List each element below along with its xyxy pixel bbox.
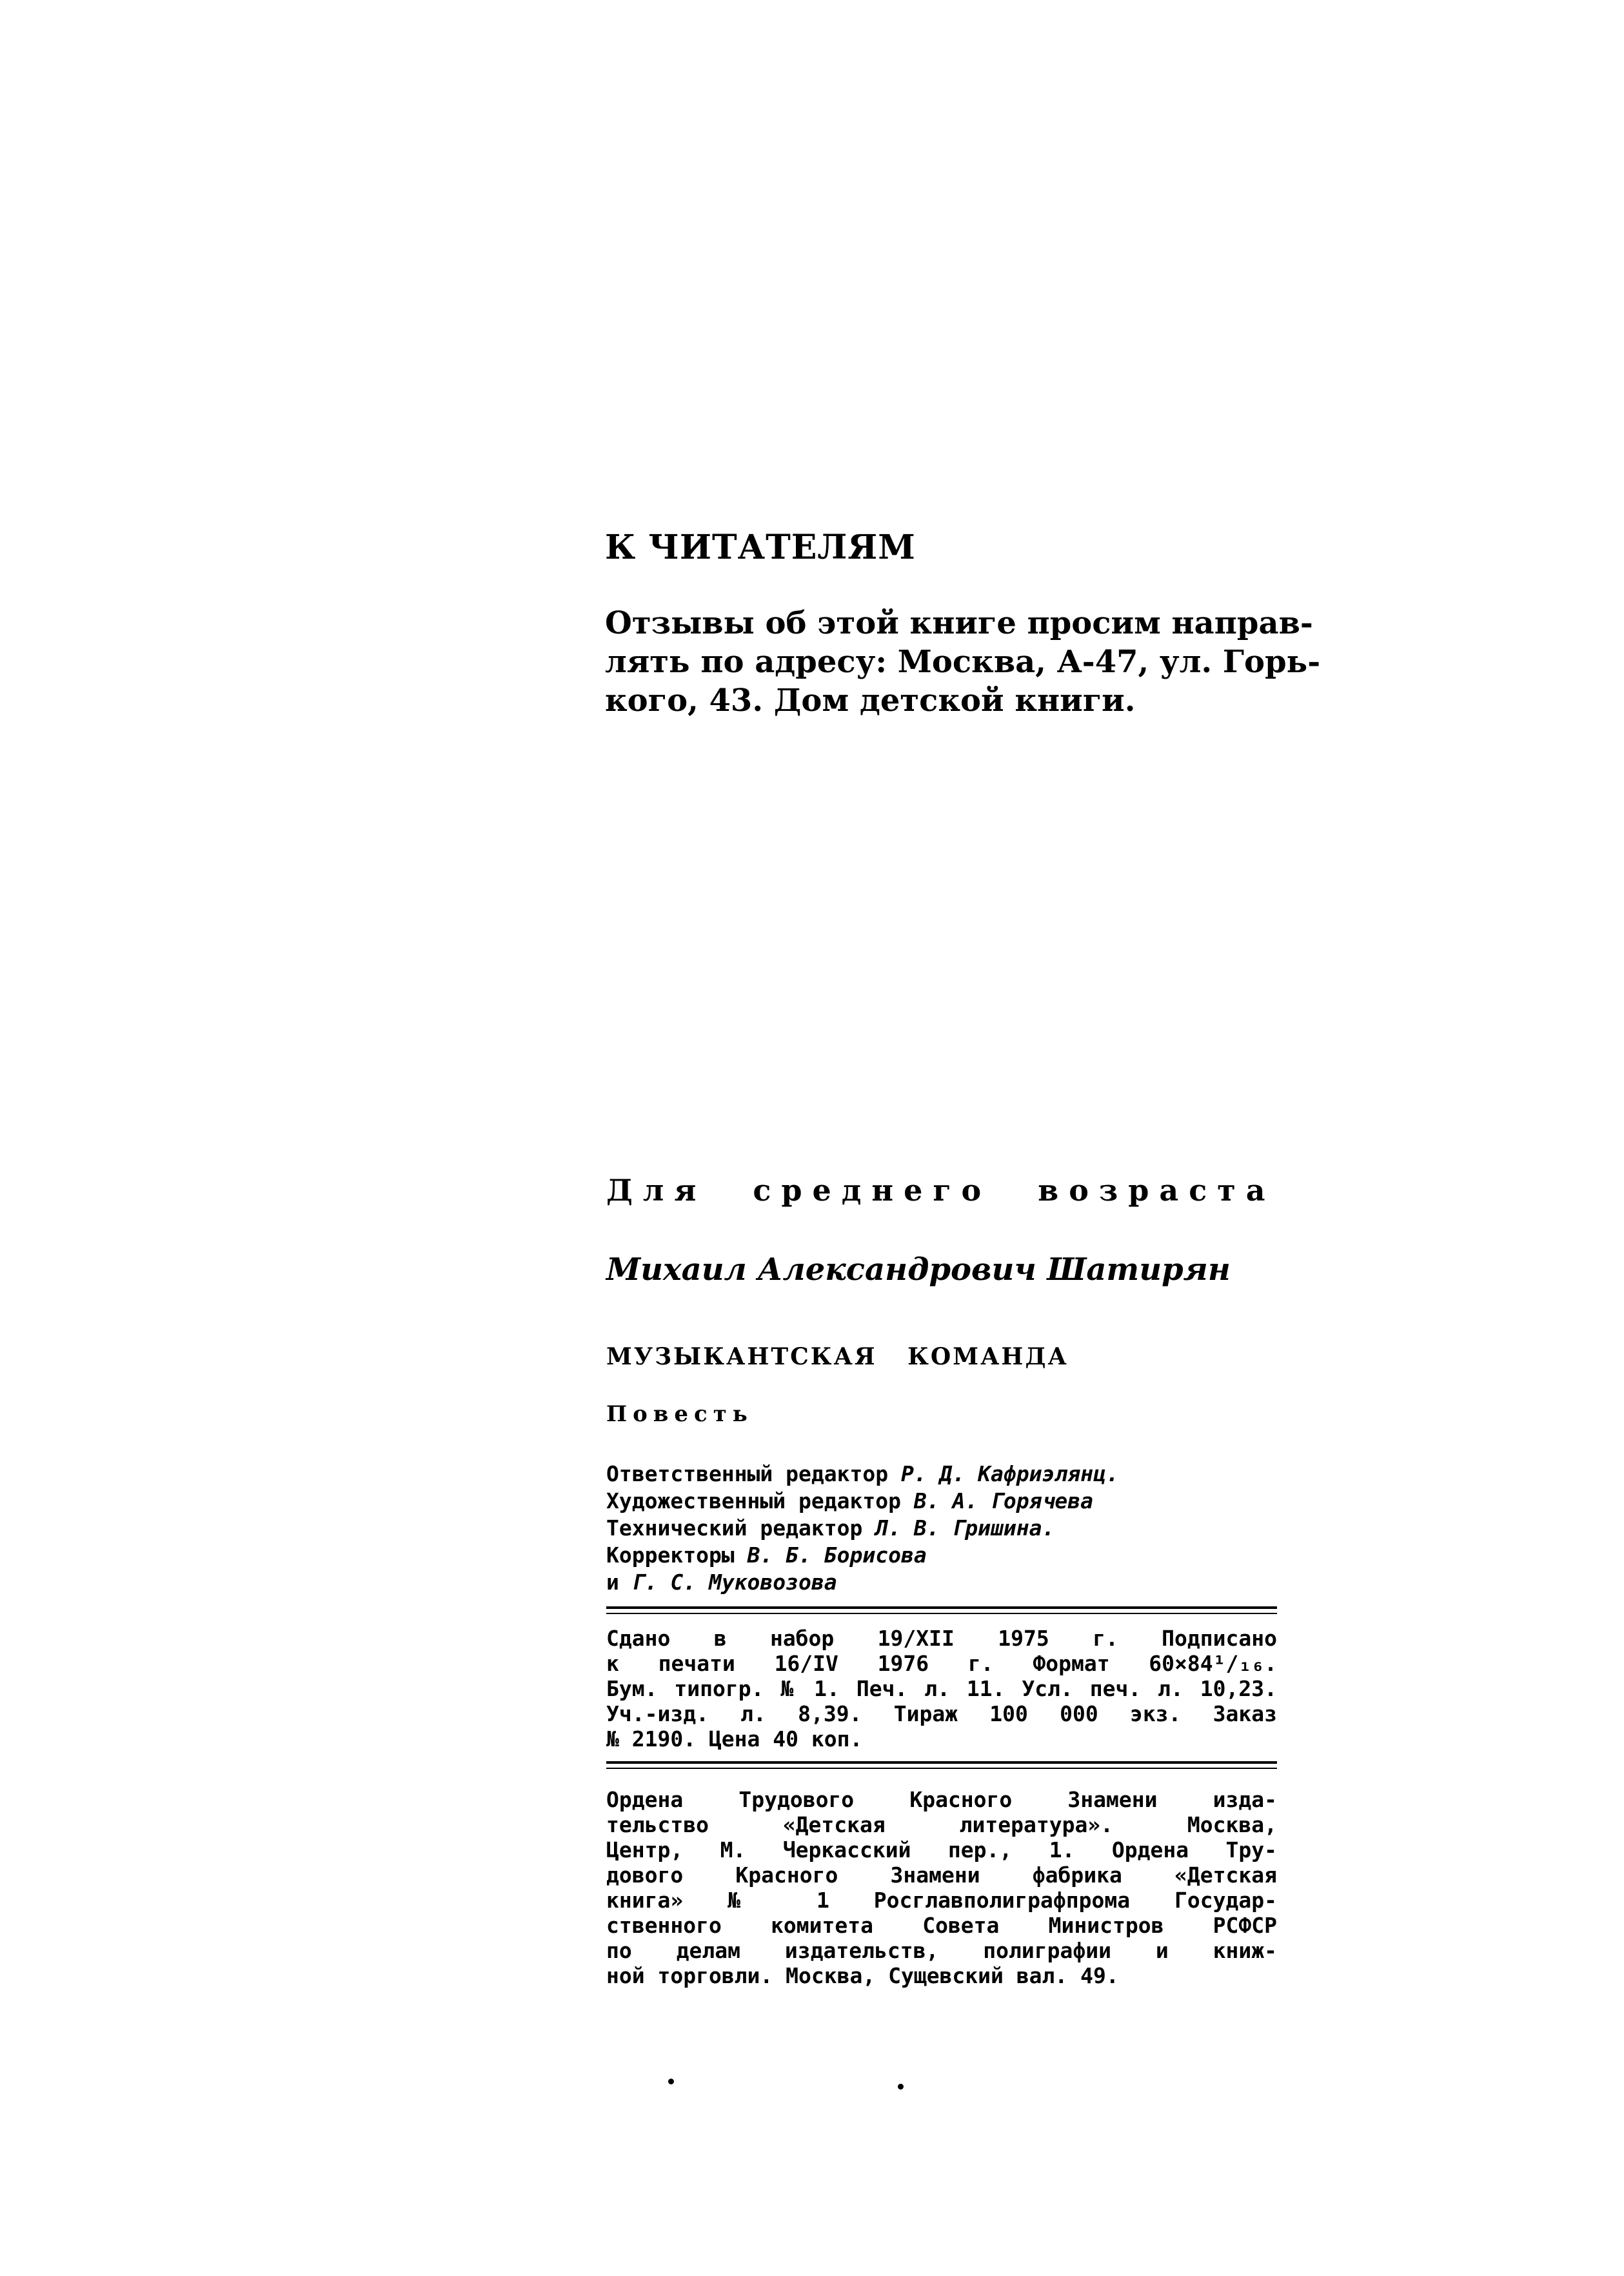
credit-name: В. Б. Борисова — [747, 1542, 927, 1568]
to-readers-line: кого, 43. Дом детской книги. — [605, 683, 1136, 719]
publisher-line: Центр, М. Черкасский пер., 1. Ордена Тру- — [606, 1837, 1277, 1862]
credit-role: Корректоры — [606, 1542, 735, 1568]
credit-role: и — [606, 1570, 619, 1595]
credit-name: В. А. Горячева — [913, 1488, 1093, 1513]
print-mark-dot — [898, 2084, 904, 2090]
divider-rule — [606, 1768, 1277, 1769]
publisher-line: тельство «Детская литература». Москва, — [606, 1812, 1277, 1837]
print-data-block — [606, 1626, 1277, 1752]
publisher-line: книга» № 1 Росглавполиграфпрома Государ- — [606, 1888, 1277, 1913]
credit-row — [606, 1569, 1119, 1596]
credit-name: Л. В. Гришина. — [875, 1515, 1055, 1541]
to-readers-line: лять по адресу: Москва, А-47, ул. Горь- — [605, 644, 1321, 680]
credit-role: Художественный редактор — [606, 1488, 901, 1513]
genre-label: Повесть — [606, 1401, 753, 1427]
credit-row — [606, 1515, 1119, 1542]
publisher-line: дового Красного Знамени фабрика «Детская — [606, 1862, 1277, 1888]
credit-name: Р. Д. Кафриэлянц. — [900, 1461, 1119, 1486]
print-data-line: Бум. типогр. № 1. Печ. л. 11. Усл. печ. л. 10,23. — [606, 1676, 1277, 1701]
print-mark-dot — [668, 2079, 674, 2084]
print-data-line: № 2190. Цена 40 коп. — [606, 1726, 863, 1752]
editorial-credits — [606, 1461, 1119, 1596]
to-readers-heading: К ЧИТАТЕЛЯМ — [605, 528, 916, 567]
divider-rule — [606, 1606, 1277, 1609]
divider-rule — [606, 1613, 1277, 1614]
credit-role: Технический редактор — [606, 1515, 863, 1541]
publisher-line: Ордена Трудового Красного Знамени изда- — [606, 1787, 1277, 1812]
publisher-line: ственного комитета Совета Министров РСФСР — [606, 1913, 1277, 1938]
publisher-block — [606, 1787, 1277, 1988]
divider-rule — [606, 1761, 1277, 1764]
publisher-line: ной торговли. Москва, Сущевский вал. 49. — [606, 1963, 1119, 1988]
book-title: МУЗЫКАНТСКАЯ КОМАНДА — [606, 1343, 1069, 1370]
credit-row — [606, 1488, 1119, 1515]
credit-name: Г. С. Муковозова — [631, 1570, 837, 1595]
to-readers-line: Отзывы об этой книге просим направ- — [605, 605, 1313, 641]
publisher-line: по делам издательств, полиграфии и книж- — [606, 1938, 1277, 1963]
print-data-line: к печати 16/IV 1976 г. Формат 60×84¹/₁₆. — [606, 1651, 1277, 1676]
print-data-line: Уч.-изд. л. 8,39. Тираж 100 000 экз. Заказ — [606, 1701, 1277, 1726]
credit-row — [606, 1542, 1119, 1569]
print-data-line: Сдано в набор 19/XII 1975 г. Подписано — [606, 1626, 1277, 1651]
credit-role: Ответственный редактор — [606, 1461, 889, 1486]
age-group-label: Для среднего возраста — [606, 1173, 1276, 1208]
credit-row — [606, 1461, 1119, 1488]
to-readers-text — [605, 604, 1321, 720]
author-name: Михаил Александрович Шатирян — [606, 1252, 1231, 1288]
